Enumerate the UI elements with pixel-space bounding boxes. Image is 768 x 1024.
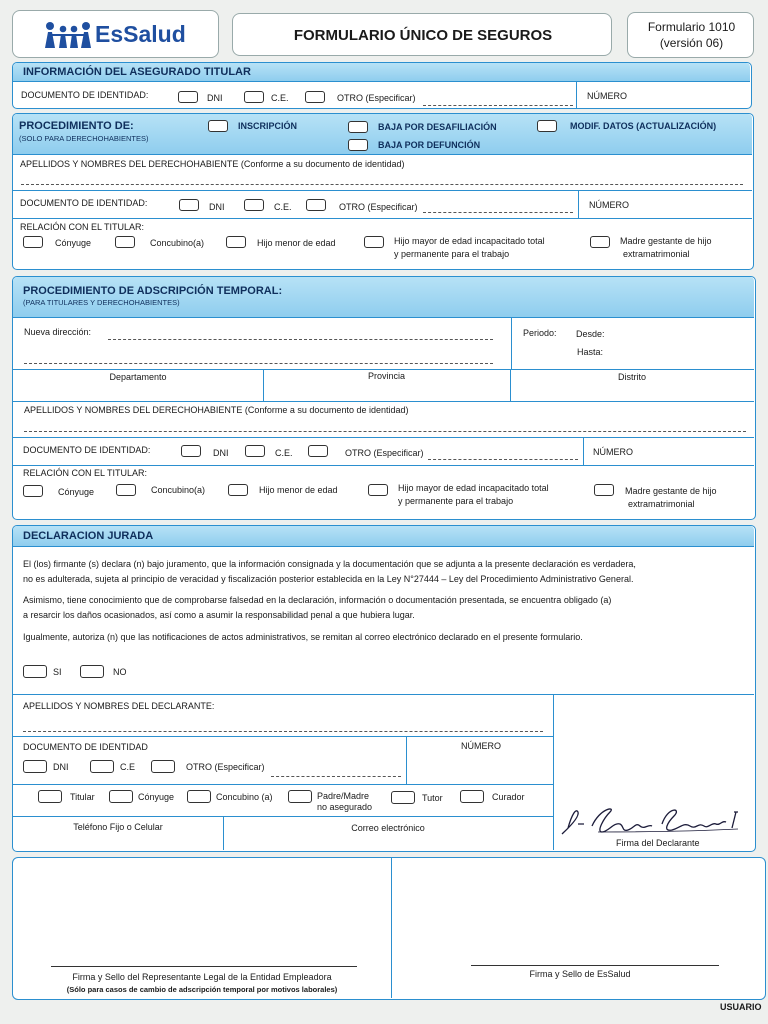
adscripcion-ce-checkbox[interactable] [245,445,265,457]
baja-defuncion-label: BAJA POR DEFUNCIÓN [378,140,481,150]
titular-doc-label: DOCUMENTO DE IDENTIDAD: [21,90,149,100]
hasta-label: Hasta: [577,347,604,357]
derechohabiente-doc-label: DOCUMENTO DE IDENTIDAD: [20,198,148,208]
derechohabiente-dni-label: DNI [209,202,225,212]
rel-conyuge-checkbox[interactable] [23,236,43,248]
derechohabiente-ce-label: C.E. [274,202,292,212]
declaracion-p1-l2: no es adulterada, sujeta al principio de veracidad y fiscalización posterior establecida en la Ley N°27444 – Ley del Procedimiento Administrativo General. [23,574,634,584]
inscripcion-label: INSCRIPCIÓN [238,121,298,131]
titular-otro-checkbox[interactable] [305,91,325,103]
handwritten-signature-icon [558,802,748,838]
adscripcion-dni-label: DNI [213,448,229,458]
titular-title: INFORMACIÓN DEL ASEGURADO TITULAR [23,66,251,78]
adscripcion-rel-madre-label-2: extramatrimonial [628,499,695,509]
rol-tutor-label: Tutor [422,793,443,803]
declaracion-title: DECLARACION JURADA [23,530,154,542]
form-title: FORMULARIO ÚNICO DE SEGUROS [293,27,553,44]
titular-ce-checkbox[interactable] [244,91,264,103]
adscripcion-subtitle: (PARA TITULARES Y DERECHOHABIENTES) [23,298,180,307]
rol-concubino-checkbox[interactable] [187,790,211,803]
declarante-ce-label: C.E [120,762,136,772]
relacion-label: RELACIÓN CON EL TITULAR: [20,222,145,232]
rol-curador-checkbox[interactable] [460,790,484,803]
adscripcion-title: PROCEDIMIENTO DE ADSCRIPCIÓN TEMPORAL: [23,285,283,297]
form-number-box [627,12,754,58]
adscripcion-rel-concubino-checkbox[interactable] [116,484,136,496]
desde-label: Desde: [576,329,605,339]
logo-text: EsSalud [95,21,186,47]
adscripcion-rel-madre-label-1: Madre gestante de hijo [625,486,717,496]
declaracion-p1-l1: El (los) firmante (s) declara (n) bajo juramento, que la información consignada y la documentación que se adjunta a la presente declaración es verdadera, [23,559,636,569]
rel-hijo-mayor-checkbox[interactable] [364,236,384,248]
inscripcion-checkbox[interactable] [208,120,228,132]
rel-madre-checkbox[interactable] [590,236,610,248]
adscripcion-rel-concubino-label: Concubino(a) [151,485,206,495]
declaracion-p2-l1: Asimismo, tiene conocimiento que de comprobarse falsedad en la declaración, información o documentación presentada, se encuentra obligado (a) [23,595,612,605]
adscripcion-apellidos-label: APELLIDOS Y NOMBRES DEL DERECHOHABIENTE (Conforme a su documento de identidad) [24,405,409,415]
rel-concubino-label: Concubino(a) [150,238,205,248]
departamento-label: Departamento [109,372,167,382]
firma-representante-nota: (Sólo para casos de cambio de adscripción temporal por motivos laborales) [66,985,338,994]
si-label: SI [53,667,62,677]
logo-box [12,10,219,58]
procedimiento-subtitle: (SOLO PARA DERECHOHABIENTES) [19,134,149,143]
rel-madre-label-2: extramatrimonial [623,249,690,259]
rel-hijo-mayor-label-2: y permanente para el trabajo [394,249,510,259]
adscripcion-relacion-label: RELACIÓN CON EL TITULAR: [23,468,148,478]
derechohabiente-otro-checkbox[interactable] [306,199,326,211]
derechohabiente-dni-checkbox[interactable] [179,199,199,211]
firma-declarante-label: Firma del Declarante [616,838,700,848]
adscripcion-rel-hijo-menor-label: Hijo menor de edad [259,485,338,495]
rol-concubino-label: Concubino (a) [216,792,273,802]
declarante-otro-checkbox[interactable] [151,760,175,773]
titular-ce-label: C.E. [271,93,289,103]
firma-representante-label: Firma y Sello del Representante Legal de la Entidad Empleadora [72,972,332,982]
rol-padre-checkbox[interactable] [288,790,312,803]
form-number: Formulario 1010 [647,20,736,34]
no-checkbox[interactable] [80,665,104,678]
declaracion-p3: Igualmente, autoriza (n) que las notificaciones de actos administrativos, se remitan al correo electrónico declarado en el presente formulario. [23,632,583,642]
rel-madre-label-1: Madre gestante de hijo [620,236,712,246]
rel-hijo-menor-checkbox[interactable] [226,236,246,248]
essalud-family-logo-icon [43,21,93,49]
baja-desafiliacion-checkbox[interactable] [348,121,368,133]
procedimiento-title: PROCEDIMIENTO DE: [19,120,134,132]
rel-concubino-checkbox[interactable] [115,236,135,248]
adscripcion-otro-checkbox[interactable] [308,445,328,457]
rel-hijo-menor-label: Hijo menor de edad [257,238,336,248]
rol-conyuge-label: Cónyuge [138,792,175,802]
rol-titular-checkbox[interactable] [38,790,62,803]
declaracion-section [12,525,756,852]
adscripcion-numero-label: NÚMERO [593,447,633,457]
derechohabiente-otro-label: OTRO (Especificar) [339,202,418,212]
adscripcion-ce-label: C.E. [275,448,293,458]
declarante-dni-label: DNI [53,762,69,772]
firma-essalud-label: Firma y Sello de EsSalud [529,969,631,979]
provincia-label: Provincia [367,371,405,381]
adscripcion-dni-checkbox[interactable] [181,445,201,457]
rol-padre-label-1: Padre/Madre [317,791,370,801]
adscripcion-doc-label: DOCUMENTO DE IDENTIDAD: [23,445,151,455]
rol-tutor-checkbox[interactable] [391,791,415,804]
modif-datos-checkbox[interactable] [537,120,557,132]
nueva-direccion-label: Nueva dirección: [24,327,92,337]
titular-otro-label: OTRO (Especificar) [337,93,416,103]
firmas-section [12,857,766,1000]
derechohabiente-apellidos-label: APELLIDOS Y NOMBRES DEL DERECHOHABIENTE (Conforme a su documento de identidad) [20,159,405,169]
rel-conyuge-label: Cónyuge [55,238,92,248]
declaracion-p2-l2: a resarcir los daños ocasionados, así como a asumir la responsabilidad penal a que hubiera lugar. [23,610,415,620]
declarante-dni-checkbox[interactable] [23,760,47,773]
declarante-otro-label: OTRO (Especificar) [186,762,265,772]
titular-dni-label: DNI [207,93,223,103]
si-checkbox[interactable] [23,665,47,678]
adscripcion-rel-conyuge-label: Cónyuge [58,487,95,497]
declarante-numero-label: NÚMERO [461,741,501,751]
declarante-doc-label: DOCUMENTO DE IDENTIDAD [23,742,148,752]
rol-conyuge-checkbox[interactable] [109,790,133,803]
rel-hijo-mayor-label-1: Hijo mayor de edad incapacitado total [394,236,545,246]
rol-curador-label: Curador [492,792,525,802]
rol-padre-label-2: no asegurado [317,802,373,812]
correo-label: Correo electrónico [351,823,425,833]
derechohabiente-ce-checkbox[interactable] [244,199,264,211]
adscripcion-rel-hijo-mayor-label-1: Hijo mayor de edad incapacitado total [398,483,549,493]
baja-defuncion-checkbox[interactable] [348,139,368,151]
titular-numero-label: NÚMERO [587,91,627,101]
procedimiento-section [12,113,754,270]
adscripcion-rel-hijo-mayor-checkbox[interactable] [368,484,388,496]
baja-desafiliacion-label: BAJA POR DESAFILIACIÓN [378,122,497,132]
declarante-apellidos-label: APELLIDOS Y NOMBRES DEL DECLARANTE: [23,701,215,711]
modif-datos-label: MODIF. DATOS (ACTUALIZACIÓN) [570,121,717,131]
adscripcion-rel-madre-checkbox[interactable] [594,484,614,496]
adscripcion-rel-conyuge-checkbox[interactable] [23,485,43,497]
no-label: NO [113,667,127,677]
periodo-label: Periodo: [523,328,557,338]
usuario-label: USUARIO [720,1002,762,1012]
form-version: (versión 06) [659,36,724,50]
rol-titular-label: Titular [70,792,95,802]
distrito-label: Distrito [617,372,646,382]
titular-dni-checkbox[interactable] [178,91,198,103]
derechohabiente-numero-label: NÚMERO [589,200,629,210]
adscripcion-rel-hijo-menor-checkbox[interactable] [228,484,248,496]
telefono-label: Teléfono Fijo o Celular [73,822,163,832]
adscripcion-otro-label: OTRO (Especificar) [345,448,424,458]
titular-section [12,62,752,109]
declarante-ce-checkbox[interactable] [90,760,114,773]
title-box [232,13,612,56]
adscripcion-rel-hijo-mayor-label-2: y permanente para el trabajo [398,496,514,506]
adscripcion-section [12,276,756,520]
